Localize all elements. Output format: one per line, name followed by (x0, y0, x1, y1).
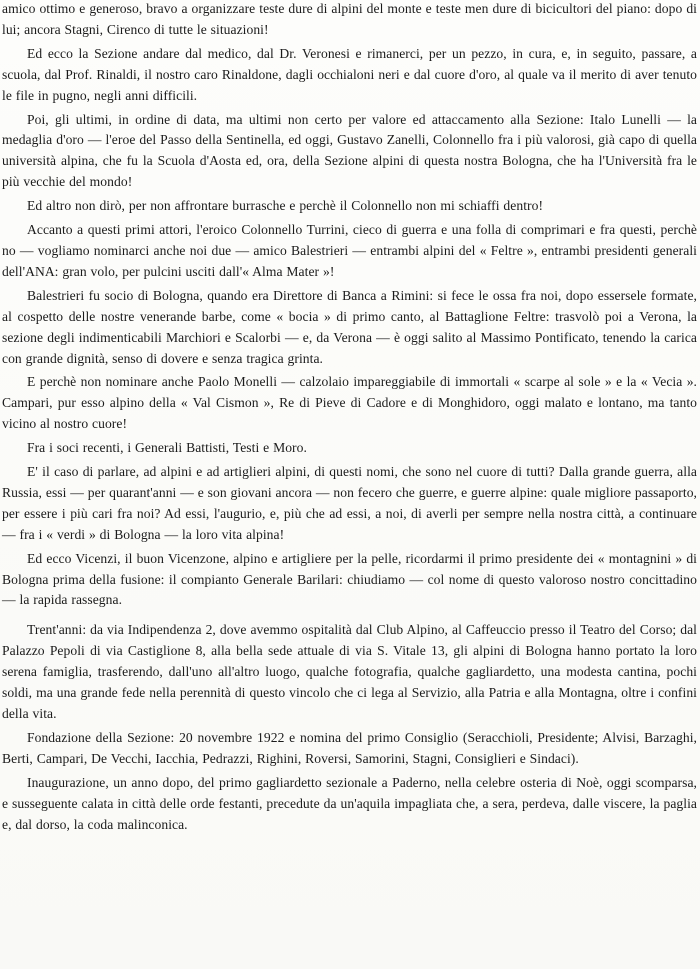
paragraph-5: Accanto a questi primi attori, l'eroico Colonnello Turrini, cieco di guerra e una folla di comprimari e fra questi, perchè no — vogliamo nominarci anche noi due — amico Balestrieri — entrambi alpini del « Feltre », entrambi presidenti generali dell'ANA: gran volo, per pulcini usciti dall'« Alma Mater »! (2, 222, 697, 279)
paragraph-11: Trent'anni: da via Indipendenza 2, dove avemmo ospitalità dal Club Alpino, al Caffeuccio presso il Teatro del Corso; dal Palazzo Pepoli di via Castiglione 8, alla bella sede attuale di via S. Vitale 13, gli alpini di Bologna hanno portato la loro serena famiglia, trasferendo, dall'uno all'altro luogo, qualche fotografia, qualche gagliardetto, una modesta cantina, pochi soldi, ma una grande fede nella perennità di questo vincolo che ci lega al Servizio, alla Patria e alla Montagna, oltre i confini della vita. (2, 622, 697, 721)
paragraph-13: Inaugurazione, un anno dopo, del primo gagliardetto sezionale a Paderno, nella celebre osteria di Noè, oggi scomparsa, e susseguente calata in città delle orde festanti, precedute da un'aquila impagliata che, a sera, perdeva, dalle viscere, la paglia e, dal dorso, la coda malinconica. (2, 774, 697, 832)
paragraph-3: Poi, gli ultimi, in ordine di data, ma ultimi non certo per valore ed attaccamento alla Sezione: Italo Lunelli — la medaglia d'oro — l'eroe del Passo della Sentinella, ed oggi, Gustavo Zanelli, Colonnello fra i più valorosi, già capo di quella università alpina, che fu la Scuola d'Aosta ed, ora, della Sezione alpini di questa nostra Bologna, che ha l'Università fra le più vecchie del mondo! (2, 111, 697, 190)
paragraph-2: Ed ecco la Sezione andare dal medico, dal Dr. Veronesi e rimanerci, per un pezzo, in cura, e, in seguito, passare, a scuola, dal Prof. Rinaldi, il nostro caro Rinaldone, dagli occhialoni neri e dal cuore d'oro, al quale va il merito di aver tenuto le file in pugno, negli anni difficili. (2, 45, 697, 103)
paragraph-8: Fra i soci recenti, i Generali Battisti, Testi e Moro. (27, 440, 307, 456)
paragraph-12: Fondazione della Sezione: 20 novembre 1922 e nomina del primo Consiglio (Seracchioli, Presidente; Alvisi, Barzaghi, Berti, Campari, De Vecchi, Iacchia, Pedrazzi, Righini, Roversi, Samorini, Stagni, Consiglieri e Sindaci). (2, 729, 697, 766)
paragraph-7: E perchè non nominare anche Paolo Monelli — calzolaio impareggiabile di immortali « scarpe al sole » e la « Vecia ». Campari, pur esso alpino della « Val Cismon », Re di Pieve di Cadore e di Monghidoro, oggi malato e lontano, ma tanto vicino al nostro cuore! (2, 374, 697, 432)
paragraph-10: Ed ecco Vicenzi, il buon Vicenzone, alpino e artigliere per la pelle, ricordarmi il primo presidente dei « montagnini » di Bologna prima della fusione: il compianto Generale Barilari: chiudiamo — col nome di questo valoroso nostro concittadino — la rapida rassegna. (2, 550, 697, 608)
paragraph-1: amico ottimo e generoso, bravo a organizzare teste dure di alpini del monte e teste men dure di bicicultori del piano: dopo di lui; ancora Stagni, Cirenco di tutte le situazioni! (2, 1, 697, 37)
paragraph-9: E' il caso di parlare, ad alpini e ad artiglieri alpini, di questi nomi, che sono nel cuore di tutti? Dalla grande guerra, alla Russia, essi — per quarant'anni — e son giovani ancora — non fecero che guerre, e guerre alpine: quale migliore passaporto, per essere i più cari fra noi? Ad essi, l'augurio, e, più che ad essi, a noi, di averli per sempre nella nostra città, a continuare — fra i « verdi » di Bologna — la loro vita alpina! (2, 464, 697, 542)
paragraph-4: Ed altro non dirò, per non affrontare burrasche e perchè il Colonnello non mi schiaffi dentro! (27, 198, 544, 214)
paragraph-6: Balestrieri fu socio di Bologna, quando era Direttore di Banca a Rimini: si fece le ossa fra noi, dopo essersele formate, al cospetto delle nostre venerande barbe, come « bocia » di primo canto, al Battaglione Feltre: trasvolò poi a Verona, la sezione degli indimenticabili Marchiori e Scalorbi — e, da Verona — è oggi salito al Massimo Pontificato, tenendo la carica con grande dignità, senso di dovere e senza tragica grinta. (2, 287, 697, 366)
